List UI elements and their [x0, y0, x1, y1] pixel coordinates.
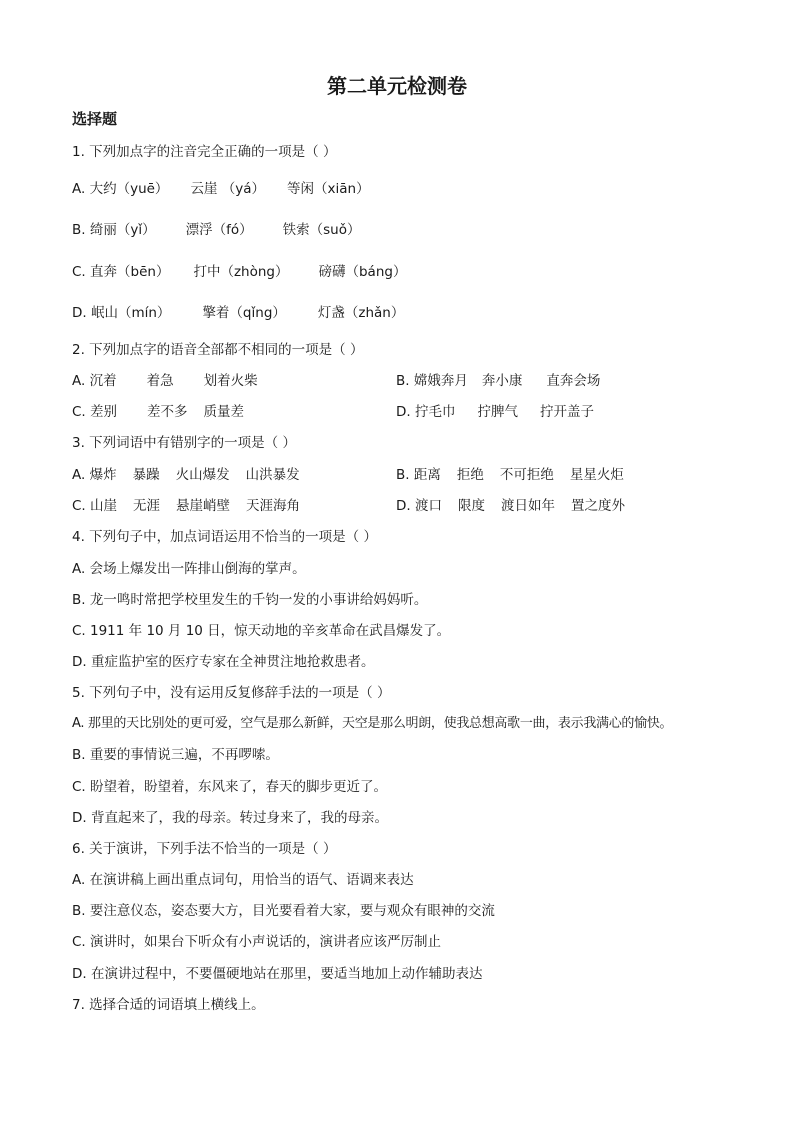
option-text: 限度: [457, 498, 485, 514]
option-text: 拒绝: [456, 467, 484, 483]
question-3-option-a: [72, 463, 300, 483]
question-4-option-d: D. 重症监护室的医疗专家在全神贯注地抢救患者。: [72, 654, 375, 670]
option-text: 暴躁: [132, 467, 160, 483]
question-5-option-c: C. 盼望着，盼望着，东风来了，春天的脚步更近了。: [72, 779, 388, 795]
option-text: 云崖 （yá）: [190, 181, 265, 197]
question-3-stem: 3. 下列词语中有错别字的一项是（ ）: [72, 435, 296, 451]
option-text: D. 渡口: [396, 498, 442, 514]
question-7-stem: 7. 选择合适的词语填上横线上。: [72, 997, 265, 1013]
question-4-stem: 4. 下列句子中，加点词语运用不恰当的一项是（ ）: [72, 529, 377, 545]
question-5-option-a: A. 那里的天比别处的更可爱，空气是那么新鲜，天空是那么明朗，使我总想高歌一曲，表示我满心的愉快。: [72, 716, 673, 731]
option-text: 奔小康: [481, 373, 523, 389]
option-text: 差不多: [147, 404, 188, 420]
question-6-option-c: C. 演讲时，如果台下听众有小声说话的，演讲者应该严厉制止: [72, 934, 442, 950]
question-2-option-c: [72, 400, 244, 420]
question-5-stem: 5. 下列句子中，没有运用反复修辞手法的一项是（ ）: [72, 685, 391, 701]
question-4-option-c: C. 1911 年 10 月 10 日，惊天动地的辛亥革命在武昌爆发了。: [72, 623, 451, 639]
option-text: 打中（zhòng）: [193, 264, 289, 280]
option-text: C. 差别: [72, 404, 118, 420]
question-3-option-c: [72, 494, 300, 514]
option-text: 质量差: [203, 404, 245, 420]
option-text: D. 岷山（mín）: [72, 305, 171, 321]
option-text: 悬崖峭壁: [176, 498, 231, 514]
option-text: 置之度外: [570, 498, 625, 514]
option-text: B. 距离: [396, 467, 441, 483]
question-2-stem: 2. 下列加点字的语音全部都不相同的一项是（ ）: [72, 342, 364, 358]
option-text: A. 大约（yuē）: [72, 181, 169, 197]
option-text: 漂浮（fó）: [185, 222, 253, 238]
option-text: C. 山崖: [72, 498, 118, 514]
question-2-option-b: [396, 369, 600, 389]
option-text: 拧脾气: [477, 404, 518, 420]
option-text: 渡日如年: [500, 498, 555, 514]
question-3-option-d: [396, 494, 625, 514]
option-text: 着急: [146, 373, 174, 389]
question-1-stem: 1. 下列加点字的注音完全正确的一项是（ ）: [72, 144, 337, 160]
question-4-option-b: B. 龙一鸣时常把学校里发生的千钧一发的小事讲给妈妈听。: [72, 592, 428, 608]
question-1-option-d: [72, 301, 404, 321]
question-2-option-d: [396, 400, 594, 420]
option-text: 等闲（xiān）: [287, 181, 370, 197]
question-6-option-a: A. 在演讲稿上画出重点词句，用恰当的语气、语调来表达: [72, 872, 414, 888]
option-text: 擎着（qǐng）: [202, 305, 286, 321]
question-2-option-a: [72, 369, 258, 389]
option-text: 划着火柴: [203, 373, 258, 389]
section-heading: 选择题: [72, 110, 118, 128]
option-text: 磅礴（báng）: [318, 264, 407, 280]
option-text: 火山爆发: [175, 467, 230, 483]
option-text: 山洪暴发: [245, 467, 300, 483]
question-5-option-d: D. 背直起来了，我的母亲。转过身来了，我的母亲。: [72, 810, 388, 826]
option-text: B. 绮丽（yǐ）: [72, 222, 156, 238]
question-6-stem: 6. 关于演讲，下列手法不恰当的一项是（ ）: [72, 841, 337, 857]
question-1-option-b: [72, 218, 360, 238]
question-5-option-b: B. 重要的事情说三遍，不再啰嗦。: [72, 747, 279, 763]
question-6-option-b: B. 要注意仪态，姿态要大方，目光要看着大家，要与观众有眼神的交流: [72, 903, 495, 919]
option-text: A. 沉着: [72, 373, 117, 389]
option-text: 直奔会场: [546, 373, 601, 389]
page-title: 第二单元检测卷: [327, 74, 467, 98]
option-text: B. 嫦娥奔月: [396, 373, 468, 389]
option-text: 不可拒绝: [499, 467, 554, 483]
option-text: A. 爆炸: [72, 467, 117, 483]
option-text: D. 拧毛巾: [396, 404, 456, 420]
option-text: 天涯海角: [246, 498, 301, 514]
option-text: 铁索（suǒ）: [282, 222, 361, 238]
option-text: C. 直奔（bēn）: [72, 264, 170, 280]
option-text: 无涯: [133, 498, 161, 514]
option-text: 拧开盖子: [539, 404, 594, 420]
option-text: 灯盏（zhǎn）: [317, 305, 405, 321]
question-1-option-c: [72, 260, 406, 280]
question-3-option-b: [396, 463, 624, 483]
option-text: 星星火炬: [569, 467, 624, 483]
question-6-option-d: D. 在演讲过程中，不要僵硬地站在那里，要适当地加上动作辅助表达: [72, 966, 483, 982]
question-1-option-a: [72, 177, 370, 197]
question-4-option-a: A. 会场上爆发出一阵排山倒海的掌声。: [72, 561, 306, 577]
